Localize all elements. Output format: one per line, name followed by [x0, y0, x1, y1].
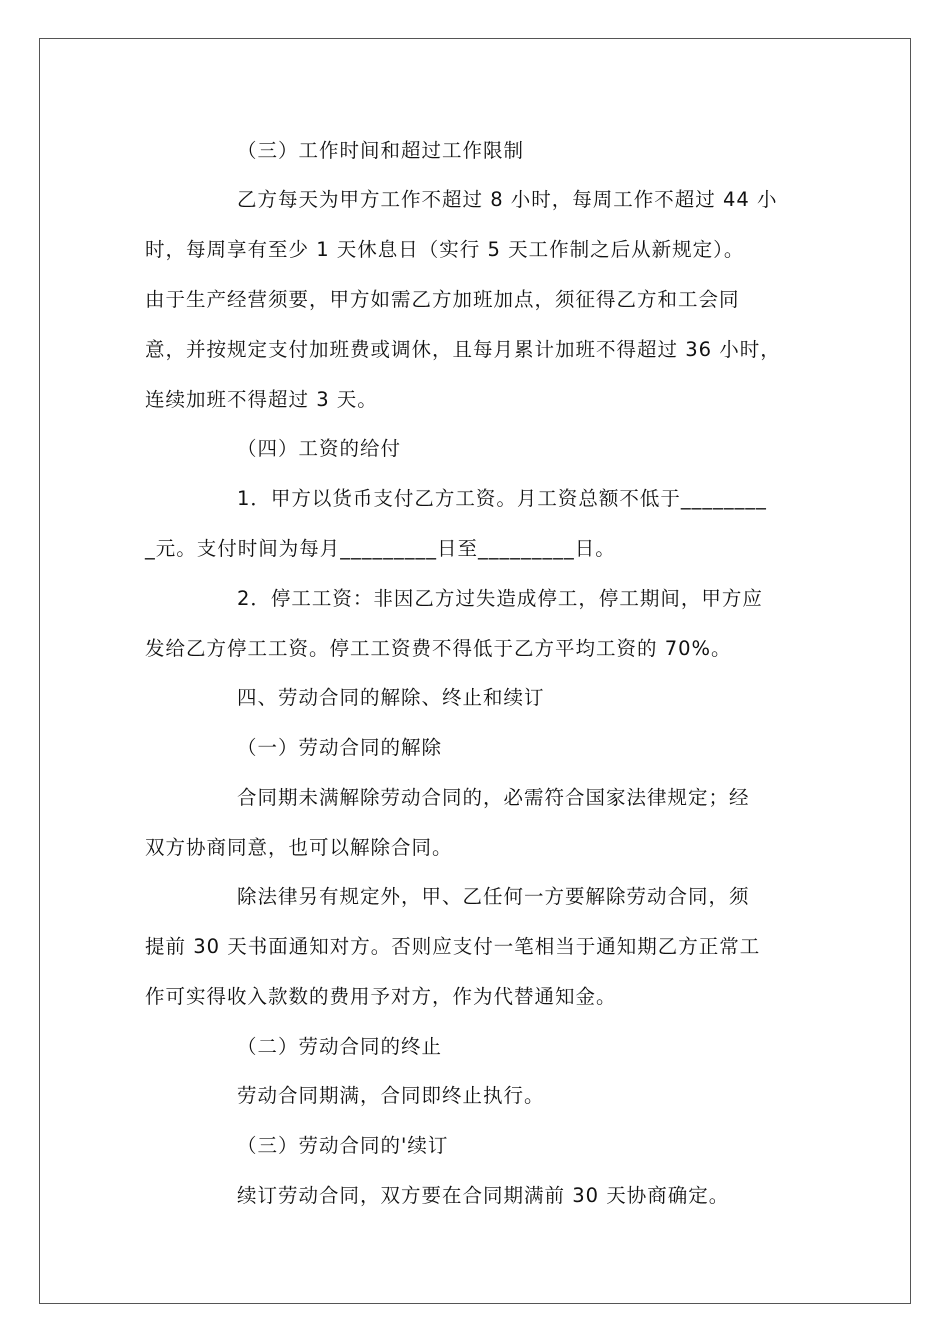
paragraph-line: 除法律另有规定外，甲、乙任何一方要解除劳动合同，须 [237, 885, 750, 908]
paragraph-line: 提前 30 天书面通知对方。否则应支付一笔相当于通知期乙方正常工 [145, 935, 761, 958]
paragraph-line: 乙方每天为甲方工作不超过 8 小时，每周工作不超过 44 小 [237, 188, 778, 211]
section-heading-work-hours: （三）工作时间和超过工作限制 [237, 139, 525, 162]
paragraph-line: 劳动合同期满，合同即终止执行。 [237, 1084, 545, 1107]
paragraph-line: 作可实得收入款数的费用予对方，作为代替通知金。 [145, 985, 617, 1008]
paragraph-line: 时，每周享有至少 1 天休息日（实行 5 天工作制之后从新规定）。 [145, 238, 745, 261]
paragraph-line: 连续加班不得超过 3 天。 [145, 388, 378, 411]
paragraph-line: 1．甲方以货币支付乙方工资。月工资总额不低于________ [237, 487, 767, 510]
chapter-heading-termination: 四、劳动合同的解除、终止和续订 [237, 686, 545, 709]
paragraph-line: 2．停工工资：非因乙方过失造成停工，停工期间，甲方应 [237, 587, 763, 610]
section-heading-dissolution: （一）劳动合同的解除 [237, 736, 443, 759]
paragraph-line: 意，并按规定支付加班费或调休，且每月累计加班不得超过 36 小时， [145, 338, 781, 361]
paragraph-line: 双方协商同意，也可以解除合同。 [145, 836, 453, 859]
page-border [39, 38, 911, 1304]
section-heading-renewal: （三）劳动合同的'续订 [237, 1134, 449, 1157]
section-heading-wages: （四）工资的给付 [237, 437, 402, 460]
paragraph-line: 续订劳动合同，双方要在合同期满前 30 天协商确定。 [237, 1184, 730, 1207]
paragraph-line: 由于生产经营须要，甲方如需乙方加班加点，须征得乙方和工会同 [145, 288, 740, 311]
paragraph-line: 合同期未满解除劳动合同的，必需符合国家法律规定；经 [237, 786, 750, 809]
paragraph-line: 发给乙方停工工资。停工工资费不得低于乙方平均工资的 70%。 [145, 637, 732, 660]
section-heading-termination: （二）劳动合同的终止 [237, 1035, 443, 1058]
paragraph-line: _元。支付时间为每月_________日至_________日。 [145, 537, 616, 560]
